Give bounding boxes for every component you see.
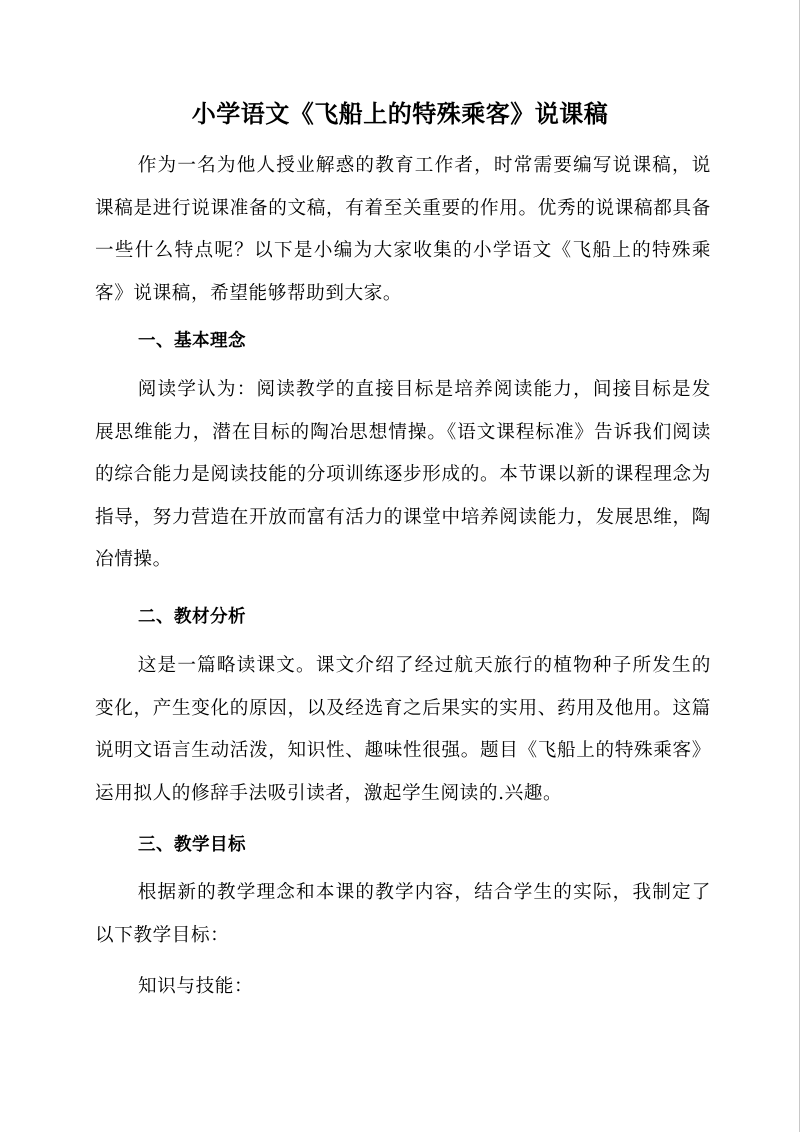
section-body-material-analysis: 这是一篇略读课文。课文介绍了经过航天旅行的植物种子所发生的变化，产生变化的原因，以及经选育之后果实的实用、药用及他用。这篇说明文语言生动活泼，知识性、趣味性很强。题目《飞船上的特殊乘客》运用拟人的修辞手法吸引读者，激起学生阅读的.兴趣。 xyxy=(95,655,711,804)
intro-paragraph: 作为一名为他人授业解惑的教育工作者，时常需要编写说课稿，说课稿是进行说课准备的文稿，有着至关重要的作用。优秀的说课稿都具备一些什么特点呢？以下是小编为大家收集的小学语文《飞船上的特殊乘客》说课稿，希望能够帮助到大家。 xyxy=(95,155,711,304)
section-heading-teaching-goals: 三、教学目标 xyxy=(138,835,246,855)
section-heading-material-analysis: 二、教材分析 xyxy=(138,607,246,627)
section-body-basic-concept: 阅读学认为：阅读教学的直接目标是培养阅读能力，间接目标是发展思维能力，潜在目标的陶冶思想情操。《语文课程标准》告诉我们阅读的综合能力是阅读技能的分项训练逐步形成的。本节课以新的课程理念为指导，努力营造在开放而富有活力的课堂中培养阅读能力，发展思维，陶冶情操。 xyxy=(95,379,711,570)
section-body-teaching-goals: 根据新的教学理念和本课的教学内容，结合学生的实际，我制定了以下教学目标： xyxy=(95,882,711,946)
document-title: 小学语文《飞船上的特殊乘客》说课稿 xyxy=(191,100,609,128)
section-heading-basic-concept: 一、基本理念 xyxy=(138,331,246,351)
subheading-knowledge-skills: 知识与技能： xyxy=(138,976,254,997)
